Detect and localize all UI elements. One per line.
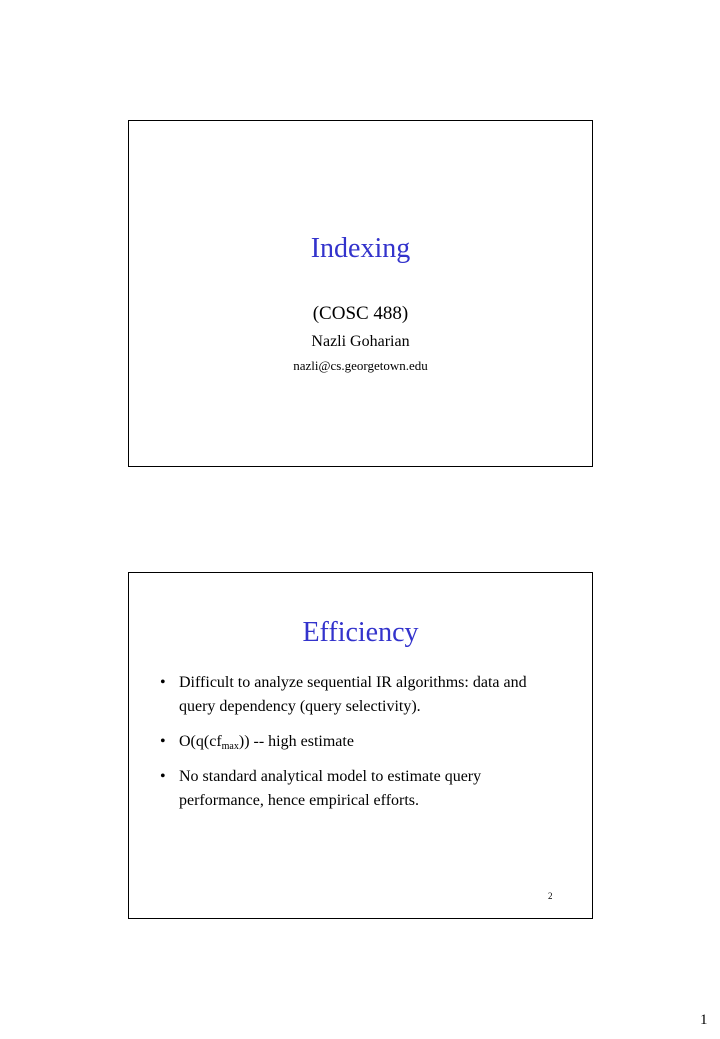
bullet-text-line: No standard analytical model to estimate query bbox=[179, 768, 482, 785]
slide-1 bbox=[128, 120, 593, 467]
bullet-icon: • bbox=[160, 768, 166, 785]
bullet-text-line: Difficult to analyze sequential IR algorithms: data and bbox=[179, 674, 527, 691]
slide-1-title: Indexing bbox=[310, 233, 411, 264]
bullet-item bbox=[159, 730, 582, 754]
formula-subscript: max bbox=[221, 741, 239, 752]
bullet-list bbox=[159, 671, 582, 824]
bullet-text-line: performance, hence empirical efforts. bbox=[179, 792, 420, 809]
slide-number: 2 bbox=[548, 891, 553, 901]
bullet-item bbox=[159, 765, 582, 813]
author-name: Nazli Goharian bbox=[311, 333, 410, 350]
page-number: 1 bbox=[700, 1012, 708, 1028]
bullet-icon: • bbox=[160, 674, 166, 691]
bullet-text-line bbox=[179, 733, 354, 750]
course-code: (COSC 488) bbox=[312, 303, 409, 324]
formula-suffix: )) -- high estimate bbox=[238, 733, 354, 750]
formula-prefix: O(q(cf bbox=[179, 733, 222, 750]
bullet-icon: • bbox=[160, 733, 166, 750]
slide-2 bbox=[128, 572, 593, 919]
slide-2-title: Efficiency bbox=[302, 617, 419, 648]
bullet-text-line: query dependency (query selectivity). bbox=[179, 698, 421, 715]
author-email: nazli@cs.georgetown.edu bbox=[293, 358, 428, 373]
bullet-item bbox=[159, 671, 582, 719]
